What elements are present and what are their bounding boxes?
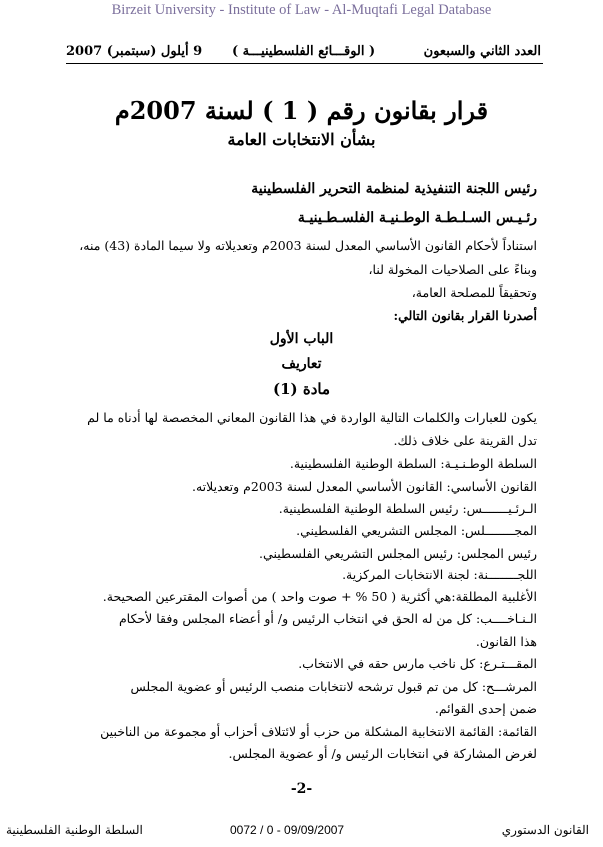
body-line: ضمن إحدى القوائم. [434, 701, 537, 716]
chapter-heading: الباب الأول [269, 331, 334, 347]
issuer-line-1: رئيس اللجنة التنفيذية لمنظمة التحرير الفلسطينية [251, 181, 537, 197]
body-line: القانون الأساسي: القانون الأساسي المعدل لسنة 2003م وتعديلاته. [191, 479, 537, 494]
preamble-line: وبناءً على الصلاحيات المخولة لنا، [368, 262, 537, 277]
footer-category: القانون الدستوري [501, 823, 589, 837]
body-line: المرشـــح: كل من تم قبول ترشحه لانتخابات منصب الرئيس أو عضوية المجلس [130, 679, 537, 694]
page-number: -2- [290, 781, 313, 797]
body-line: الـنـاخــــب: كل من له الحق في انتخاب الرئيس و/ أو أعضاء المجلس وفقا لأحكام [118, 611, 537, 626]
body-line: المجــــــــلس: المجلس التشريعي الفلسطيني. [296, 523, 537, 538]
body-line: الـرئـيـــــــس: رئيس السلطة الوطنية الفلسطينية. [278, 501, 537, 516]
issuer-line-2: رئـيـس السـلـطـة الوطـنيـة الفلسـطـينيـة [297, 210, 537, 226]
footer-authority: السلطة الوطنية الفلسطينية [6, 823, 143, 837]
body-line: المقـــتـرع: كل ناخب مارس حقه في الانتخاب. [298, 656, 537, 671]
header-rule [66, 63, 543, 64]
gazette-name: ( الوقـــائع الفلسطينيـــة ) [232, 44, 376, 59]
preamble-line: أصدرنا القرار بقانون التالي: [393, 308, 537, 323]
database-banner: Birzeit University - Institute of Law - Al-Muqtafi Legal Database [111, 2, 492, 18]
gazette-date: 9 أيلول (سبتمبر) 2007 [66, 44, 203, 59]
body-line: يكون للعبارات والكلمات التالية الواردة في هذا القانون المعاني المخصصة لها أدناه ما لم [87, 410, 537, 425]
preamble-line: استناداً لأحكام القانون الأساسي المعدل لسنة 2003م وتعديلاته ولا سيما المادة (43) منه، [79, 238, 537, 253]
body-line: هذا القانون. [475, 634, 537, 649]
body-line: السلطة الوطـنـيـة: السلطة الوطنية الفلسطينية. [289, 456, 537, 471]
document-subtitle: بشأن الانتخابات العامة [227, 130, 376, 149]
footer-reference: 0072 / 0 - 09/09/2007 [230, 823, 345, 837]
body-line: الأغلبية المطلقة:هي أكثرية ( 50 % + صوت واحد ) من أصوات المقترعين الصحيحة. [102, 589, 537, 604]
body-line: لغرض المشاركة في انتخابات الرئيس و/ أو عضوية المجلس. [228, 746, 537, 761]
body-line: تدل القرينة على خلاف ذلك. [393, 433, 537, 448]
chapter-title: تعاريف [281, 356, 322, 372]
article-heading: مادة (1) [272, 380, 330, 398]
document-title: قرار بقانون رقم ( 1 ) لسنة 2007م [114, 96, 489, 125]
gazette-issue: العدد الثاني والسبعون [423, 44, 541, 59]
body-line: اللجــــــــنة: لجنة الانتخابات المركزية. [342, 567, 537, 582]
body-line: رئيس المجلس: رئيس المجلس التشريعي الفلسطيني. [259, 546, 537, 561]
body-line: القائمة: القائمة الانتخابية المشكلة من حزب أو لائتلاف أحزاب أو مجموعة من الناخبين [100, 724, 537, 739]
preamble-line: وتحقيقاً للمصلحة العامة، [411, 285, 537, 300]
